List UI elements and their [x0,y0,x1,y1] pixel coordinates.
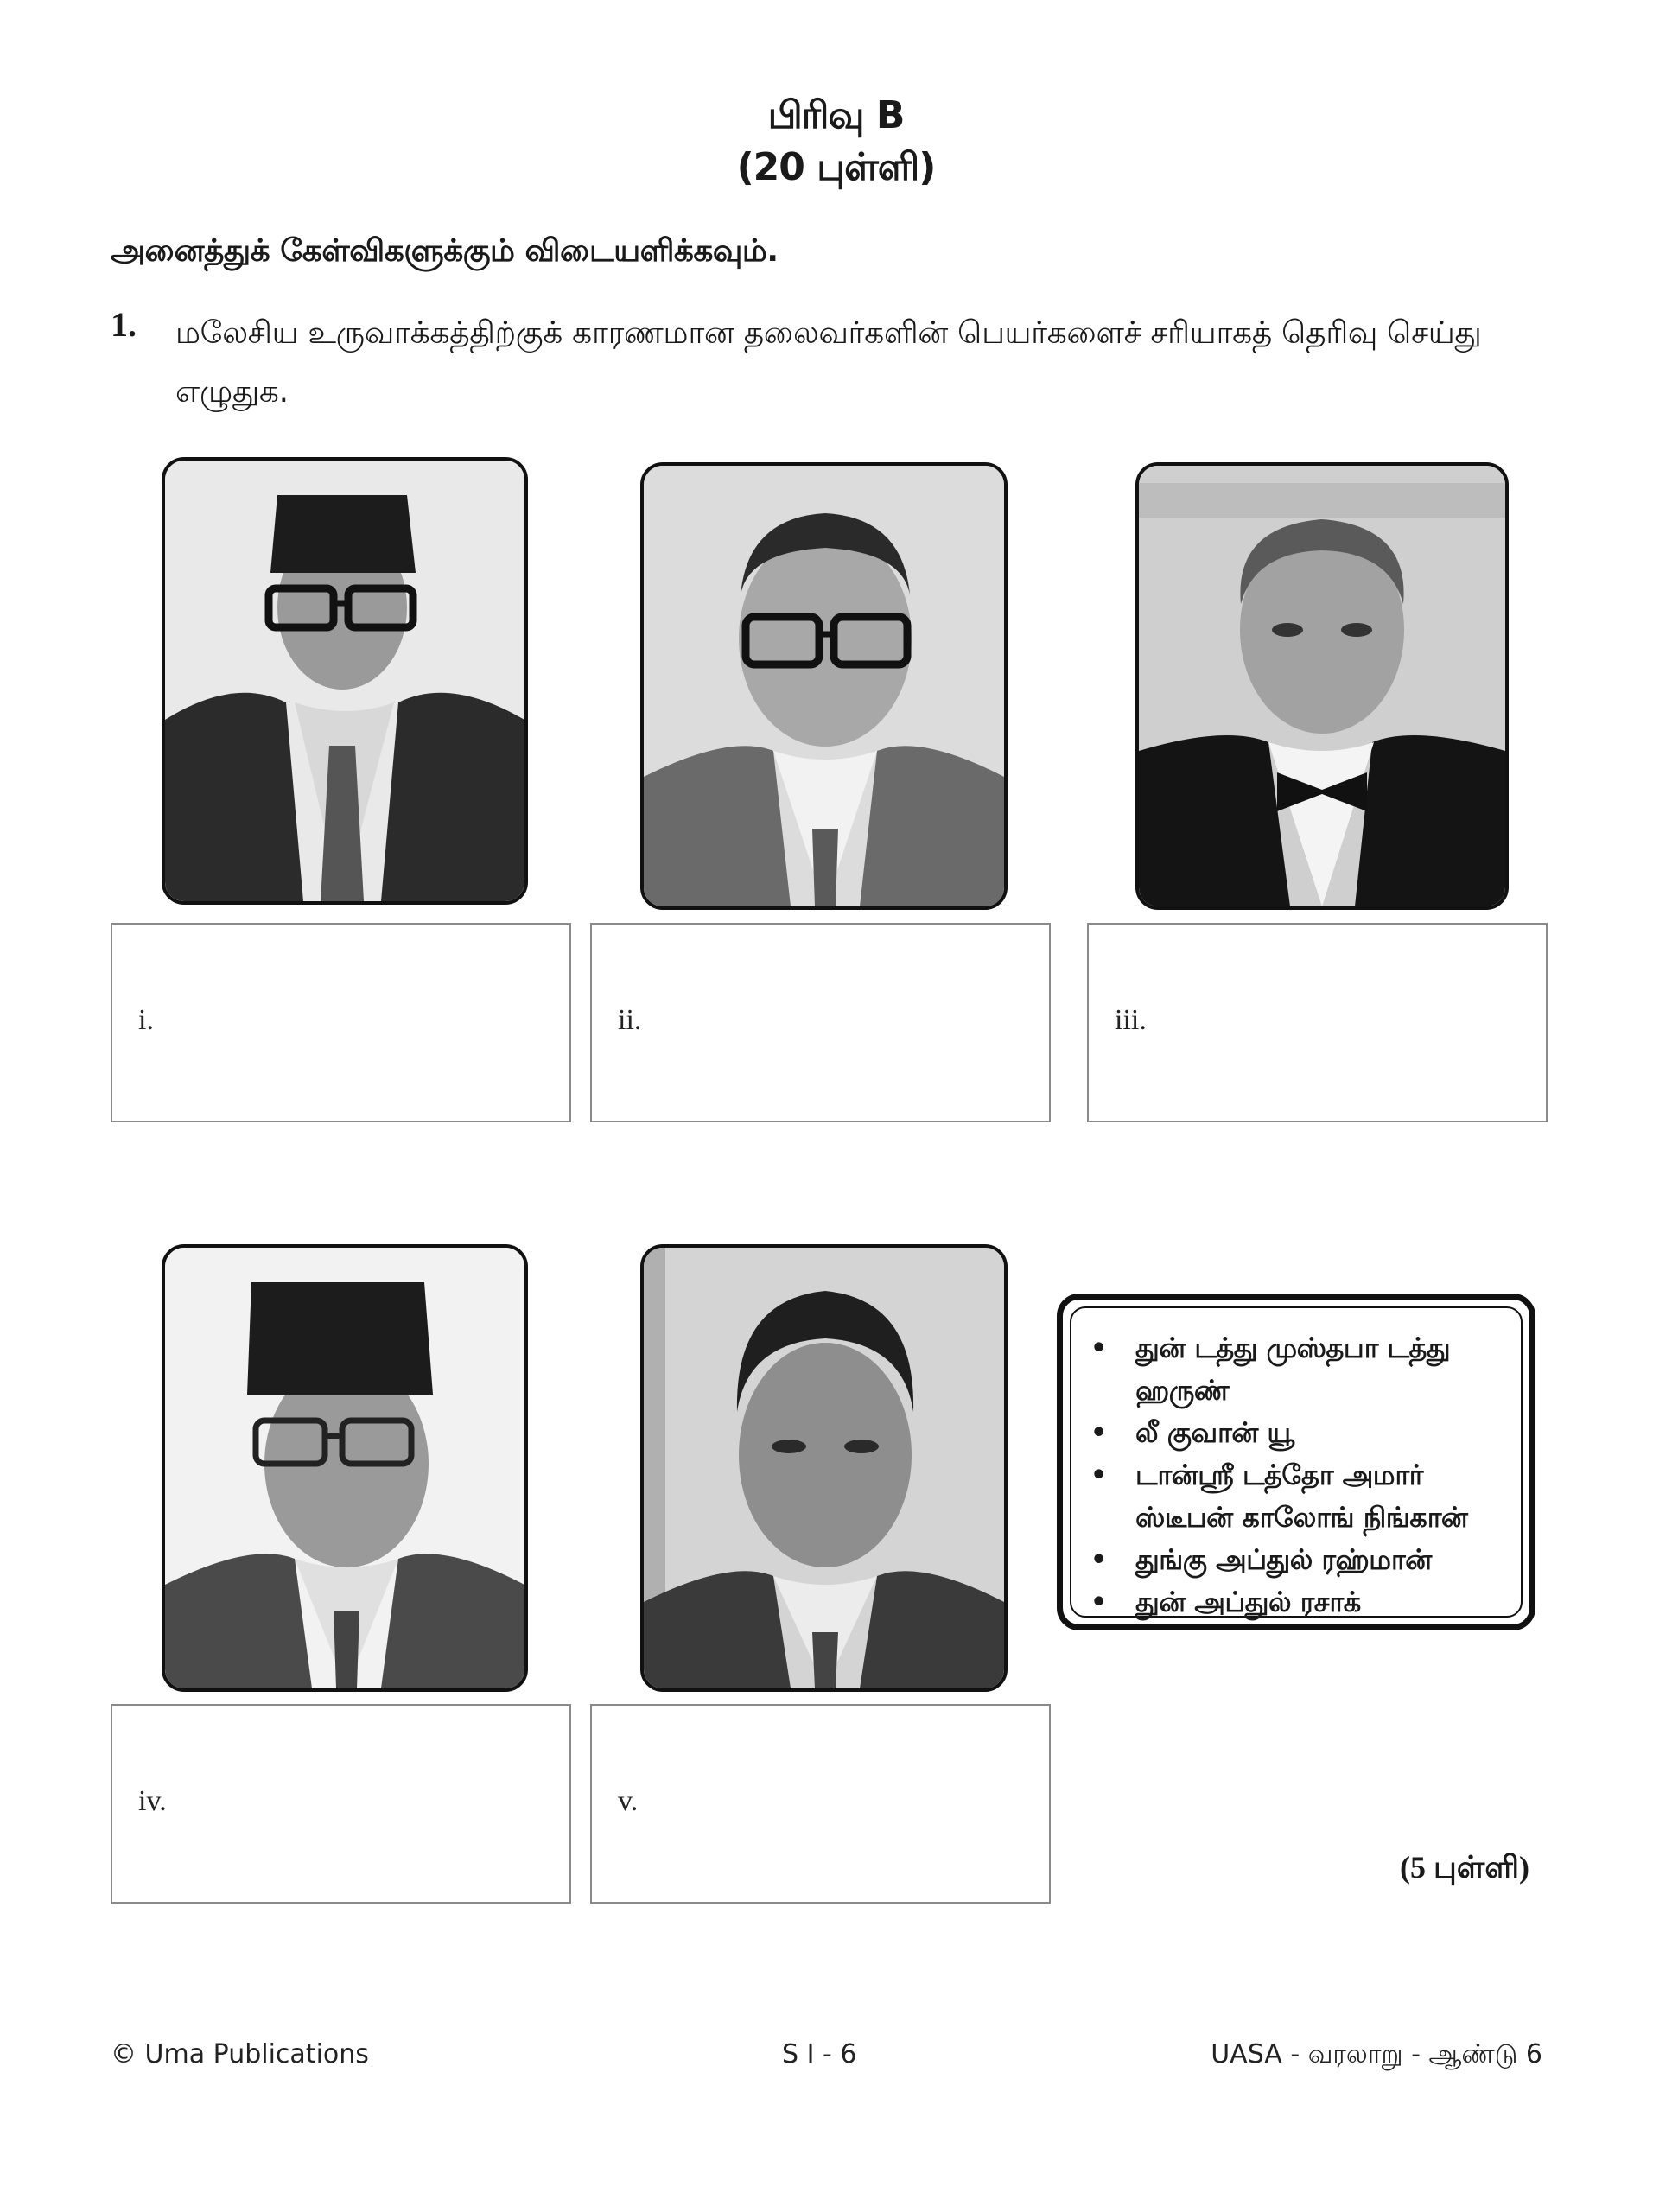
bullet-icon: • [1090,1587,1107,1618]
bullet-icon: • [1090,1545,1107,1575]
answer-label-2: ii. [618,1004,642,1036]
name-option-1 [1085,1327,1517,1412]
leader-photo-4 [162,1244,528,1692]
footer-page-number: S I - 6 [782,2039,857,2069]
answer-box-3[interactable] [1087,923,1548,1122]
name-option-2 [1085,1412,1517,1454]
name-option-4 [1085,1539,1517,1581]
name-option-1-text: துன் டத்து முஸ்தபா டத்து ஹருண் [1135,1332,1451,1407]
bullet-icon: • [1090,1460,1107,1491]
answer-box-4[interactable] [111,1704,571,1904]
instruction: அனைத்துக் கேள்விகளுக்கும் விடையளிக்கவும். [111,233,779,269]
section-title: பிரிவு B [767,93,905,137]
names-box [1057,1294,1535,1630]
leader-photo-3 [1135,462,1509,910]
name-option-5 [1085,1581,1517,1624]
question-number: 1. [111,305,137,344]
leader-photo-5 [640,1244,1008,1692]
question-marks: (5 புள்ளி) [1400,1850,1530,1885]
bullet-icon: • [1090,1333,1107,1363]
name-option-3-text: டான்ஸ்ரீ டத்தோ அமார் ஸ்டீபன் காலோங் நிங்கான் [1135,1459,1468,1534]
answer-box-2[interactable] [590,923,1051,1122]
footer-publisher: © Uma Publications [111,2039,369,2069]
section-marks: (20 புள்ளி) [736,145,936,189]
answer-box-5[interactable] [590,1704,1051,1904]
answer-box-1[interactable] [111,923,571,1122]
answer-label-1: i. [138,1004,154,1036]
leader-photo-2 [640,462,1008,910]
answer-label-3: iii. [1115,1004,1147,1036]
names-list [1085,1327,1517,1624]
answer-label-4: iv. [138,1785,167,1817]
bullet-icon: • [1090,1418,1107,1448]
name-option-3 [1085,1454,1517,1539]
question-text: மலேசிய உருவாக்கத்திற்குக் காரணமான தலைவர்களின் பெயர்களைச் சரியாகத் தெரிவு செய்து எழுதுக. [175,315,1482,410]
footer-subject: UASA - வரலாறு - ஆண்டு 6 [1211,2039,1542,2069]
answer-label-5: v. [618,1785,639,1817]
name-option-4-text: துங்கு அப்துல் ரஹ்மான் [1135,1543,1432,1576]
leader-photo-1 [162,457,528,905]
name-option-5-text: துன் அப்துல் ரசாக் [1135,1586,1361,1618]
name-option-2-text: லீ குவான் யூ [1135,1416,1294,1449]
